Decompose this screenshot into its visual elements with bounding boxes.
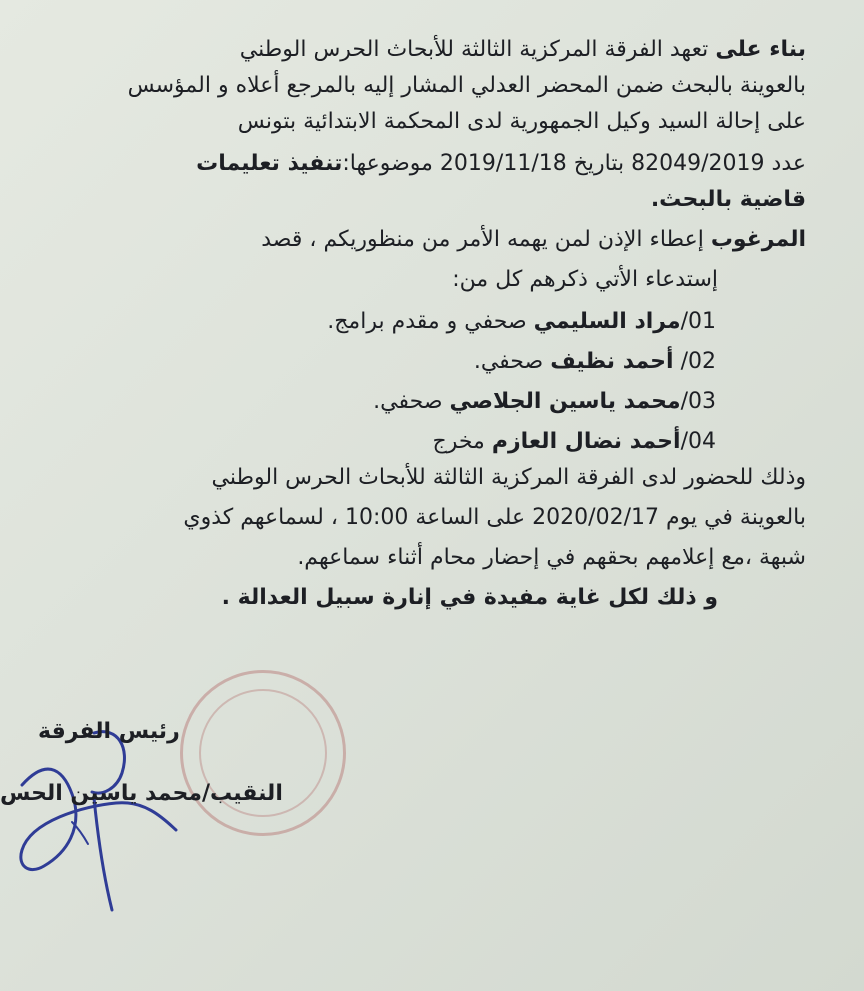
person-number: 01/: [680, 309, 716, 334]
request-text: إعطاء الإذن لمن يهمه الأمر من منظوريكم ، قصد: [261, 227, 704, 252]
person-list-item: [474, 344, 716, 380]
letter-line-3: على إحالة السيد وكيل الجمهورية لدى المحكمة الابتدائية بتونس: [237, 109, 806, 134]
letter-line-6: [261, 222, 806, 258]
letter-line-1: [240, 32, 806, 68]
letter-line-4: [196, 146, 806, 182]
subject-continued: قاضية بالبحث.: [650, 187, 806, 212]
letter-line-7: إستدعاء الأتي ذكرهم كل من:: [452, 267, 718, 292]
letter-opening: بناء على: [715, 37, 806, 62]
person-list-item: [327, 304, 716, 340]
subject: تنفيذ تعليمات: [196, 151, 343, 176]
person-number: 04/: [680, 429, 716, 454]
person-number: 03/: [680, 389, 716, 414]
person-name: أحمد نظيف: [550, 349, 674, 374]
signature-area: [0, 690, 350, 920]
person-name: محمد ياسين الجلاصي: [449, 389, 681, 414]
request-label: المرغوب: [710, 227, 806, 252]
reference-number: عدد 82049/2019 بتاريخ 2019/11/18 موضوعها:: [342, 151, 806, 176]
signature-title: رئيس الفرقة: [38, 719, 180, 744]
letter-line-14: شبهة ،مع إعلامهم بحقهم في إحضار محام أثناء سماعهم.: [297, 545, 806, 570]
person-name: مراد السليمي: [533, 309, 681, 334]
letter-body: [16, 32, 806, 632]
person-list-item: [373, 384, 716, 420]
appointment-time: على الساعة 10:00 ، لسماعهم كذوي: [183, 505, 526, 530]
closing-line: و ذلك لكل غاية مفيدة في إنارة سبيل العدالة .: [221, 585, 718, 610]
person-list-item: [433, 424, 716, 460]
person-role: مخرج: [432, 429, 485, 454]
letter-line-13: [183, 500, 806, 536]
signature-name: النقيب/محمد ياسين الحس: [0, 781, 283, 806]
letter-line-12: وذلك للحضور لدى الفرقة المركزية الثالثة للأبحاث الحرس الوطني: [211, 465, 806, 490]
person-name: أحمد نضال العازم: [491, 429, 681, 454]
person-number: 02/: [680, 349, 716, 374]
appointment-lead: بالعوينة في يوم: [665, 505, 806, 530]
person-role: صحفي.: [373, 389, 443, 414]
person-role: صحفي.: [473, 349, 544, 374]
appointment-date: 2020/02/17: [532, 505, 659, 530]
person-role: صحفي و مقدم برامج.: [327, 309, 527, 334]
letter-line-2: بالعوينة بالبحث ضمن المحضر العدلي المشار إليه بالمرجع أعلاه و المؤسس: [127, 73, 806, 98]
letter-line-1-text: تعهد الفرقة المركزية الثالثة للأبحاث الحرس الوطني: [239, 37, 709, 62]
